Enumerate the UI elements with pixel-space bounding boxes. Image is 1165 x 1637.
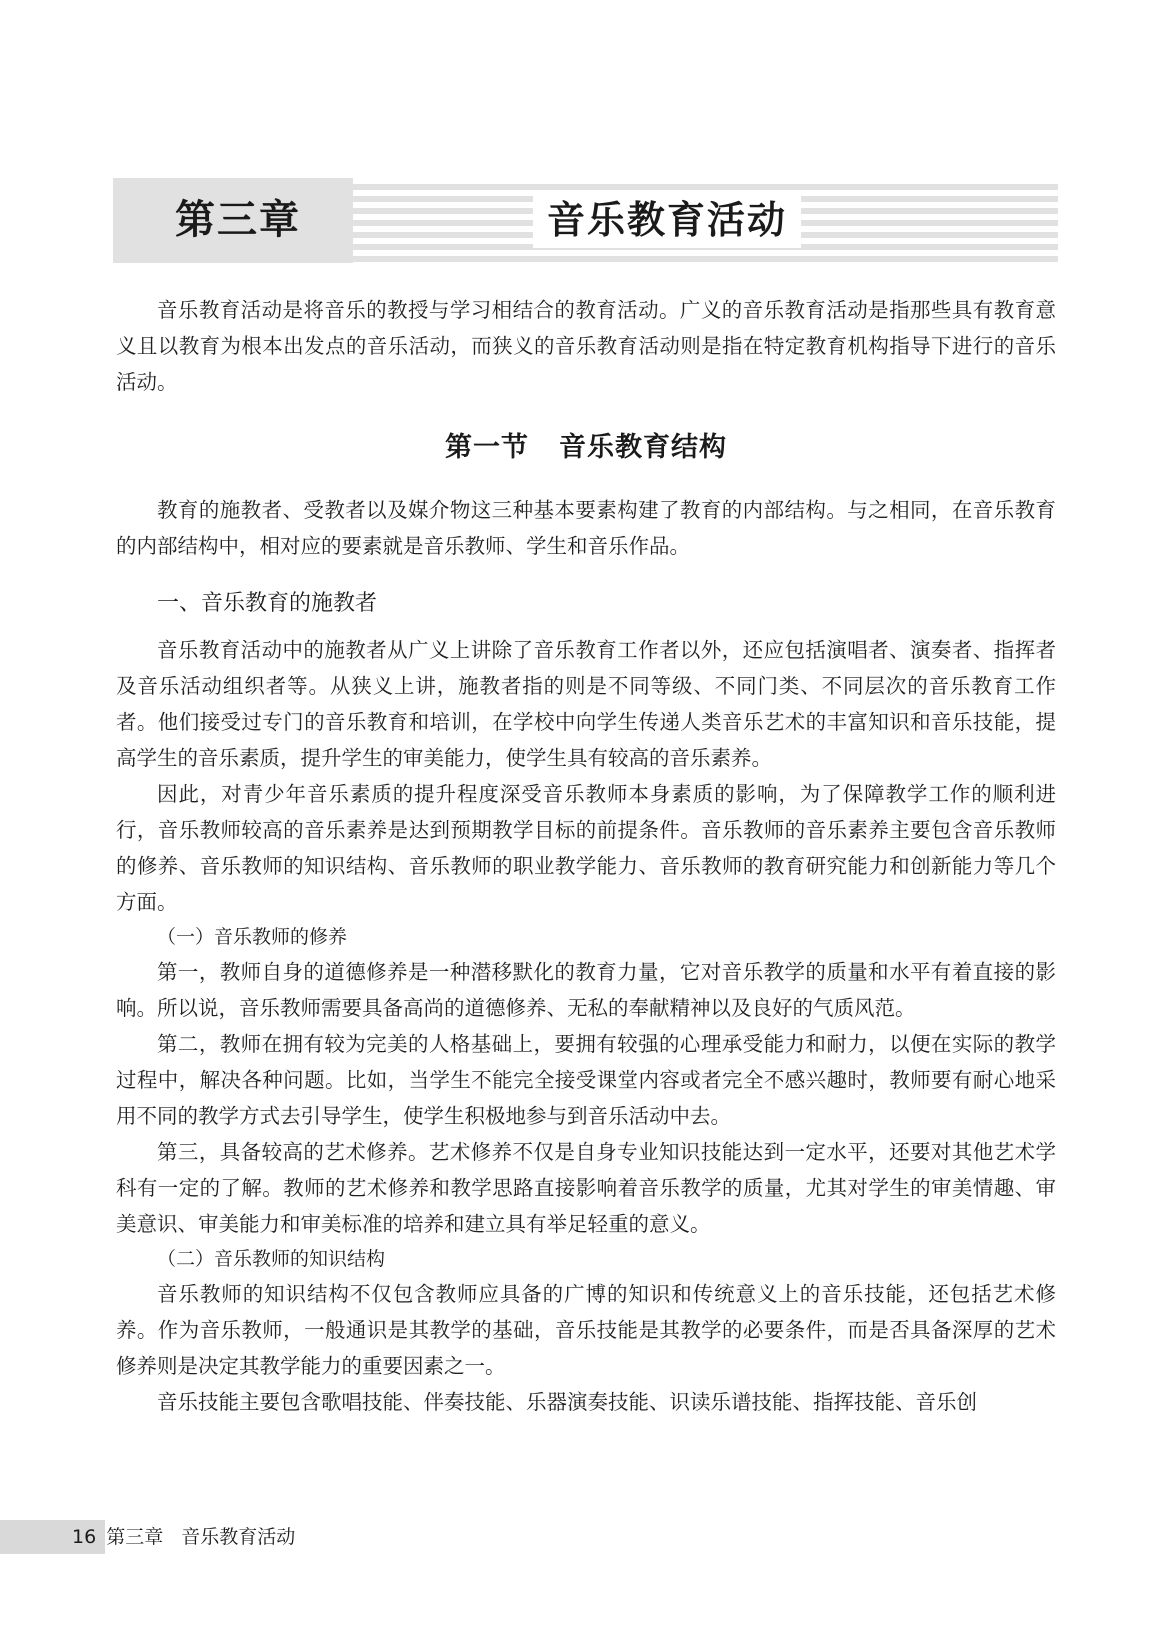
part-heading: （二）音乐教师的知识结构	[157, 1248, 386, 1270]
paragraph: 音乐教师的知识结构不仅包含教师应具备的广博的知识和传统意义上的音乐技能，还包括艺术修养。作为音乐教师，一般通识是其教学的基础，音乐技能是其教学的必要条件，而是否具备深厚的艺术修养则是决定其教学能力的重要因素之一。	[116, 1282, 1056, 1378]
footer-chapter-label: 第三章	[106, 1526, 164, 1548]
paragraph: 音乐教育活动中的施教者从广义上讲除了音乐教育工作者以外，还应包括演唱者、演奏者、指挥者及音乐活动组织者等。从狭义上讲，施教者指的则是不同等级、不同门类、不同层次的音乐教育工作者。他们接受过专门的音乐教育和培训，在学校中向学生传递人类音乐艺术的丰富知识和音乐技能，提高学生的音乐素质，提升学生的审美能力，使学生具有较高的音乐素养。	[116, 638, 1056, 770]
paragraph: 第三，具备较高的艺术修养。艺术修养不仅是自身专业知识技能达到一定水平，还要对其他艺术学科有一定的了解。教师的艺术修养和教学思路直接影响着音乐教学的质量，尤其对学生的审美情趣、审美意识、审美能力和审美标准的培养和建立具有举足轻重的意义。	[116, 1140, 1056, 1236]
chapter-banner	[113, 178, 1058, 263]
page-footer	[72, 1520, 295, 1554]
section-intro-paragraph: 教育的施教者、受教者以及媒介物这三种基本要素构建了教育的内部结构。与之相同，在音乐教育的内部结构中，相对应的要素就是音乐教师、学生和音乐作品。	[116, 498, 1056, 558]
paragraph: 第一，教师自身的道德修养是一种潜移默化的教育力量，它对音乐教学的质量和水平有着直接的影响。所以说，音乐教师需要具备高尚的道德修养、无私的奉献精神以及良好的气质风范。	[116, 960, 1056, 1020]
paragraph: 音乐技能主要包含歌唱技能、伴奏技能、乐器演奏技能、识读乐谱技能、指挥技能、音乐创	[157, 1390, 977, 1414]
section-number: 第一节	[445, 432, 529, 463]
footer-chapter-title: 音乐教育活动	[181, 1526, 296, 1548]
section-title: 音乐教育结构	[559, 432, 727, 463]
page-number: 16	[72, 1526, 97, 1548]
chapter-intro-paragraph: 音乐教育活动是将音乐的教授与学习相结合的教育活动。广义的音乐教育活动是指那些具有教育意义且以教育为根本出发点的音乐活动，而狭义的音乐教育活动则是指在特定教育机构指导下进行的音乐活动。	[116, 298, 1056, 394]
section-heading	[116, 428, 1056, 468]
chapter-title: 音乐教育活动	[533, 192, 801, 248]
page-content	[116, 292, 1056, 1420]
subsection-heading: 一、音乐教育的施教者	[157, 591, 378, 616]
paragraph: 第二，教师在拥有较为完美的人格基础上，要拥有较强的心理承受能力和耐力，以便在实际的教学过程中，解决各种问题。比如，当学生不能完全接受课堂内容或者完全不感兴趣时，教师要有耐心地采用不同的教学方式去引导学生，使学生积极地参与到音乐活动中去。	[116, 1032, 1056, 1128]
chapter-label: 第三章	[175, 197, 301, 243]
part-heading: （一）音乐教师的修养	[157, 926, 348, 948]
paragraph: 因此，对青少年音乐素质的提升程度深受音乐教师本身素质的影响，为了保障教学工作的顺利进行，音乐教师较高的音乐素养是达到预期教学目标的前提条件。音乐教师的音乐素养主要包含音乐教师的修养、音乐教师的知识结构、音乐教师的职业教学能力、音乐教师的教育研究能力和创新能力等几个方面。	[116, 782, 1056, 914]
